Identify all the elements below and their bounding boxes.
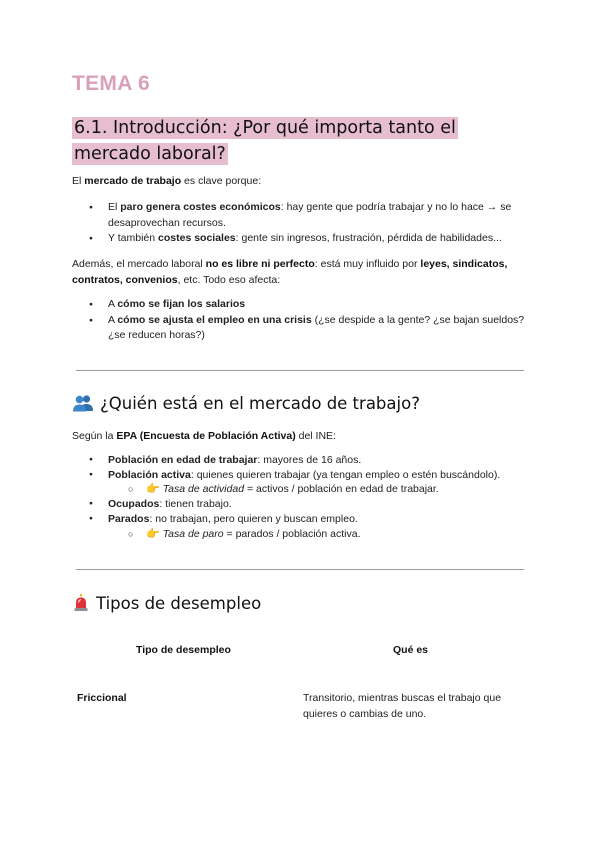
pointing-hand-icon: 👉 bbox=[146, 527, 160, 540]
divider bbox=[76, 569, 524, 570]
sublist-item: ○ 👉 Tasa de paro = parados / población activa. bbox=[108, 527, 528, 542]
table-cell: Transitorio, mientras buscas el trabajo que quieres o cambias de uno. bbox=[303, 692, 502, 720]
list-item: ● Población activa: quienes quieren trabajar (ya tengan empleo o estén buscándolo). ○ 👉 Tasa de actividad = activos / población en edad de trabajar. bbox=[72, 468, 528, 497]
list-item: ● Población en edad de trabajar: mayores de 16 años. bbox=[72, 453, 528, 468]
list-item: ● Y también costes sociales: gente sin ingresos, frustración, pérdida de habilidades... bbox=[72, 231, 528, 247]
sublist bbox=[108, 527, 528, 542]
pointing-hand-icon: 👉 bbox=[146, 483, 160, 496]
section-heading-who: ¿Quién está en el mercado de trabajo? bbox=[72, 394, 420, 416]
list-item: ● Ocupados: tienen trabajo. bbox=[72, 497, 528, 512]
costs-list bbox=[72, 200, 528, 247]
population-list bbox=[72, 453, 528, 541]
list-item: ● A cómo se fijan los salarios bbox=[72, 297, 528, 313]
table-header: Qué es bbox=[393, 644, 429, 656]
people-icon bbox=[72, 394, 94, 416]
document-title: TEMA 6 bbox=[72, 72, 151, 95]
labor-market-paragraph: Además, el mercado laboral no es libre ni perfecto: está muy influido por leyes, sindicatos, contratos, convenios, etc. Todo eso afecta: bbox=[72, 258, 508, 286]
divider bbox=[76, 370, 524, 371]
effects-list bbox=[72, 297, 528, 344]
table-cell: Friccional bbox=[77, 692, 127, 704]
sublist bbox=[108, 482, 528, 497]
list-item: ● Parados: no trabajan, pero quieren y buscan empleo. ○ 👉 Tasa de paro = parados / población activa. bbox=[72, 512, 528, 541]
table-header: Tipo de desempleo bbox=[136, 644, 231, 656]
list-item: ● A cómo se ajusta el empleo en una crisis (¿se despide a la gente? ¿se bajan sueldos? ¿se reducen horas?) bbox=[72, 313, 528, 344]
intro-paragraph: El mercado de trabajo es clave porque: bbox=[72, 175, 262, 187]
siren-icon bbox=[72, 594, 90, 616]
list-item: ● El paro genera costes económicos: hay gente que podría trabajar y no lo hace → se desaprovechan recursos. bbox=[72, 200, 528, 231]
epa-intro: Según la EPA (Encuesta de Población Activa) del INE: bbox=[72, 430, 336, 442]
section-heading-types: Tipos de desempleo bbox=[72, 594, 261, 616]
heading-highlight: 6.1. Introducción: ¿Por qué importa tanto el mercado laboral? bbox=[74, 118, 456, 164]
sublist-item: ○ 👉 Tasa de actividad = activos / población en edad de trabajar. bbox=[108, 482, 528, 497]
section-heading-intro bbox=[72, 115, 532, 167]
